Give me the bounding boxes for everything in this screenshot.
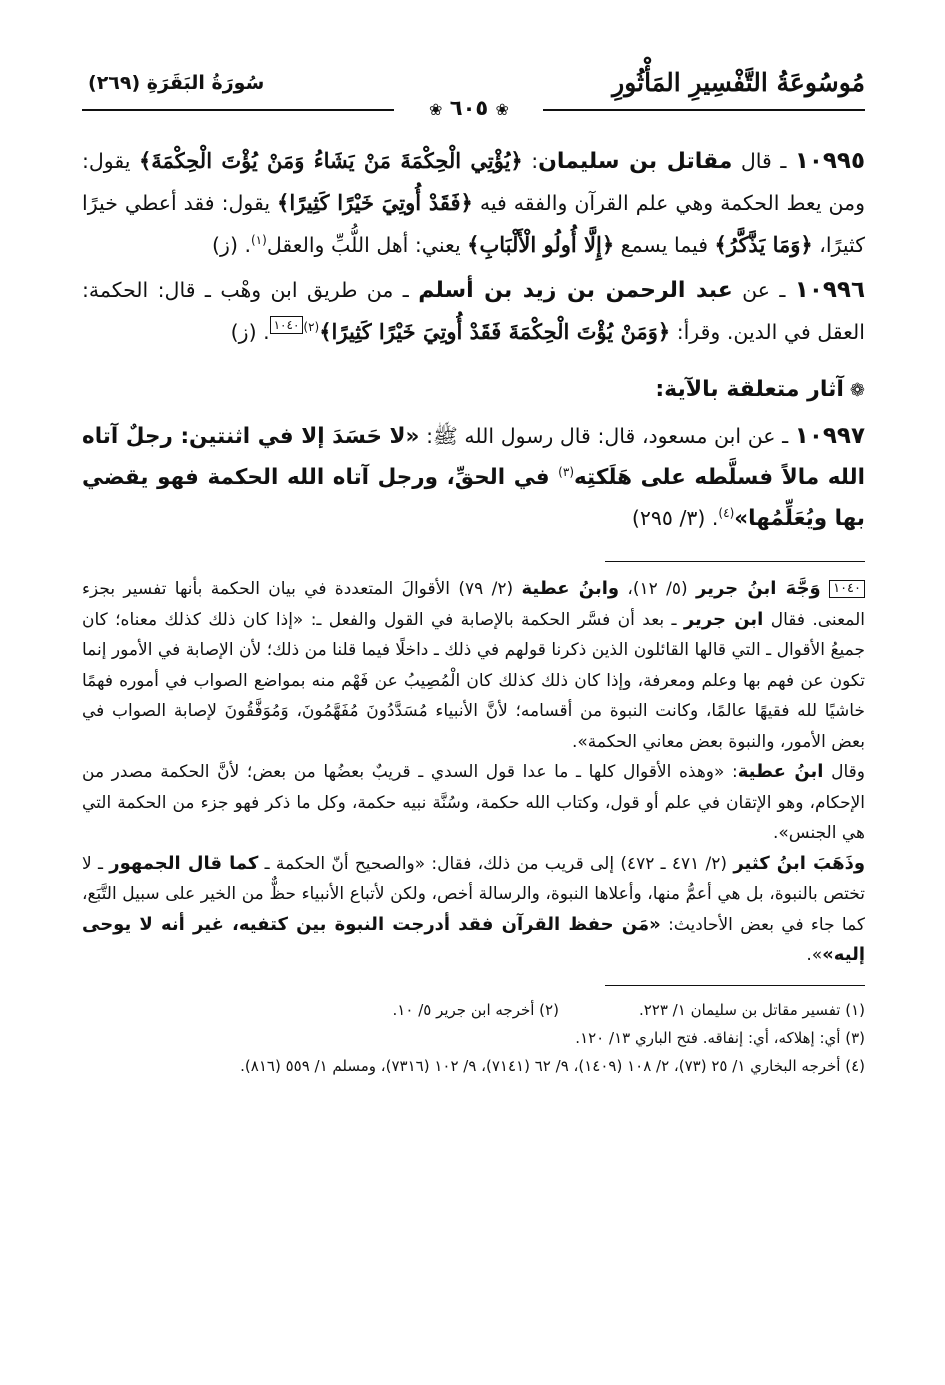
text: ـ عن (732, 278, 795, 302)
footnote-marker: (٣) (558, 465, 574, 480)
text: ـ بعد أن فسَّر الحكمة بالإصابة في القول والفعل ـ: «إذا كان ذلك كذلك معناه؛ كان جميعُ الأقوال ـ التي قالها القائلون الذين ذكرنا قولهم في ذلك ـ داخلًا فيما قلنا من ذلك؛ لأن الإصابة في الأمور إنما تكون عن فهم بها وعلم ومعرفة، وإذا كان ذلك كذلك كان الْمُصِيبُ عن فَهْم منه بمواضع الصواب في أموره فهمًا خاشيًا لله فقيهًا عالمًا، وكانت النبوة من أقسامه؛ لأنَّ الأنبياء مُسَدَّدُونَ مُفَهَّمُونَ، وَمُوَفَّقُونَ لإصابة الصواب في بعض الأمور، والنبوة بعض معاني الحكمة». (82, 609, 865, 752)
quran-verse: ﴿وَمَا يَذَّكَّرُ﴾ (714, 232, 813, 257)
bold-text: وَجَّهَ ابنُ جرير (696, 578, 821, 599)
quran-verse: ﴿إِلَّا أُولُو الْأَلْبَابِ﴾ (467, 232, 615, 257)
bold-text: وابنُ عطية (521, 578, 620, 599)
quran-verse: ﴿وَمَنْ يُؤْتَ الْحِكْمَةَ فَقَدْ أُوتِيَ خَيْرًا كَثِيرًا﴾ (319, 319, 671, 344)
entry-10996 (82, 270, 865, 353)
text: يقول: ومن يعط الحكمة وهي علم القرآن والفقه فيه (82, 149, 865, 215)
entry-10997 (82, 416, 865, 539)
text: ». (806, 945, 823, 965)
text: يعني: أهل اللُّبِّ والعقل (266, 233, 468, 257)
text: : «وهذه الأقوال كلها ـ ما عدا قول السدي ـ قريبٌ بعضُها من بعض؛ لأنَّ الحكمة مصدر من الإحكام، وهو الإتقان في علم أو قول، وكتاب الله حكمة، وسُنَّة نبيه حكمة، وكل ما ذكر فهو جزء من الحكمة التي هي الجنس». (82, 762, 865, 843)
book-page (82, 60, 865, 1360)
text: . (ز) (212, 233, 251, 257)
text: (٢/ ٧٩) الأقوالَ المتعددة في بيان الحكمة بأنها تفسير بجزء المعنى. فقال (82, 579, 865, 630)
footnote-1: (١) تفسير مقاتل بن سليمان ١/ ٢٢٣. (638, 1000, 865, 1019)
narrator-name: مقاتل بن سليمان (538, 149, 733, 174)
text: يقول: فقد أعطي خيرًا كثيرًا، (82, 191, 865, 257)
hadith-text: في الحقِّ، ورجل آتاه الله الحكمة فهو يقضي بها ويُعَلِّمُها» (82, 465, 865, 531)
bold-text: «مَن حفظ القرآن فقد أدرجت النبوة بين كتفيه، غير أنه لا يوحى إليه» (82, 913, 865, 965)
text: . (ز) (230, 320, 270, 344)
header-rule-left (82, 109, 394, 111)
section-heading (82, 371, 865, 410)
footnotes (82, 996, 865, 1080)
text: : (522, 149, 539, 173)
page-number-block (400, 96, 538, 120)
narrator-name: عبد الرحمن بن زيد بن أسلم (418, 278, 733, 303)
entry-number: ١٠٩٩٧ (794, 423, 865, 449)
text: ـ قال (732, 149, 795, 173)
separator-line (605, 561, 865, 562)
main-text (82, 140, 865, 539)
text: ـ عن ابن مسعود، قال: قال رسول الله ﷺ: (419, 424, 795, 448)
header-rule-right (543, 109, 865, 111)
entry-10995 (82, 140, 865, 266)
text: (٥/ ١٢)، (619, 579, 697, 599)
footnote-3: (٣) أي: إهلاكه، أي: إنفاقه. فتح الباري ١٣/ ١٢٠. (575, 1028, 865, 1047)
footnote-2: (٢) أخرجه ابن جرير ٥/ ١٠. (392, 1000, 559, 1019)
page-header (82, 60, 865, 122)
text: (٢/ ٤٧١ ـ ٤٧٢) إلى قريب من ذلك، فقال: «والصحيح أنّ الحكمة ـ (258, 853, 734, 874)
text: وقال (823, 762, 865, 782)
note-reference-box: ١٠٤٠ (270, 316, 304, 334)
text: . (٣/ ٢٩٥) (631, 506, 719, 530)
footnote-marker: (٢) (303, 320, 320, 335)
entry-number: ١٠٩٩٥ (794, 148, 866, 174)
entry-number: ١٠٩٩٦ (794, 277, 865, 303)
running-title: مُوسُوعَةُ التَّفْسِيرِ المَأْثُورِ (612, 68, 865, 97)
quran-verse: ﴿يُؤْتِي الْحِكْمَةَ مَنْ يَشَاءُ وَمَنْ يُؤْتَ الْحِكْمَةَ﴾ (138, 148, 523, 173)
bold-text: ابن جرير (683, 608, 764, 630)
text: ـ لا تختص بالنبوة، بل هي أعمُّ منها، وأعلاها النبوة، والرسالة أخص، ولكن لأتباع الأنبياء حظٌّ من الخير على سبيل التَّبَع، كما جاء في بعض الأحاديث: (82, 853, 866, 935)
surah-reference: سُورَةُ البَقَرَةِ (٢٦٩) (88, 72, 265, 94)
footnote-separator (605, 985, 865, 986)
header-rule (82, 96, 865, 120)
ornament-icon: ❀ (429, 100, 443, 119)
text: فيما يسمع (614, 233, 715, 257)
footnote-row (82, 996, 865, 1024)
quran-verse: ﴿فَقَدْ أُوتِيَ خَيْرًا كَثِيرًا﴾ (277, 190, 473, 215)
text: ـ من طريق ابن وهْب ـ قال: الحكمة: العقل في الدين. وقرأ: (82, 278, 865, 344)
page-number: ٦٠٥ (449, 96, 489, 120)
note-paragraph-1 (82, 574, 865, 757)
note-number-box: ١٠٤٠ (829, 580, 865, 598)
hadith-text: «لا حَسَدَ إلا في اثنتين: رجلٌ آتاه الله مالاً فسلَّطه على هَلَكتِه (82, 424, 865, 490)
bold-text: ابنُ عطية (737, 761, 824, 782)
flower-ornament-icon: ❁ (849, 380, 865, 401)
footnote-marker: (٤) (718, 506, 735, 521)
ornament-icon: ❀ (495, 100, 509, 119)
footnote-marker: (١) (250, 233, 267, 248)
note-paragraph-3 (82, 849, 865, 971)
commentary-note (82, 574, 865, 971)
section-title: آثار متعلقة بالآية: (655, 377, 844, 402)
footnote-4: (٤) أخرجه البخاري ١/ ٢٥ (٧٣)، ٢/ ١٠٨ (١٤٠٩)، ٩/ ٦٢ (٧١٤١)، ٩/ ١٠٢ (٧٣١٦)، ومسلم ١/ ٥٥٩ (٨١٦). (240, 1056, 865, 1075)
bold-text: كما قال الجمهور (109, 852, 259, 874)
note-paragraph-2 (82, 757, 865, 849)
bold-text: وذَهَبَ ابنُ كثير (733, 852, 866, 874)
